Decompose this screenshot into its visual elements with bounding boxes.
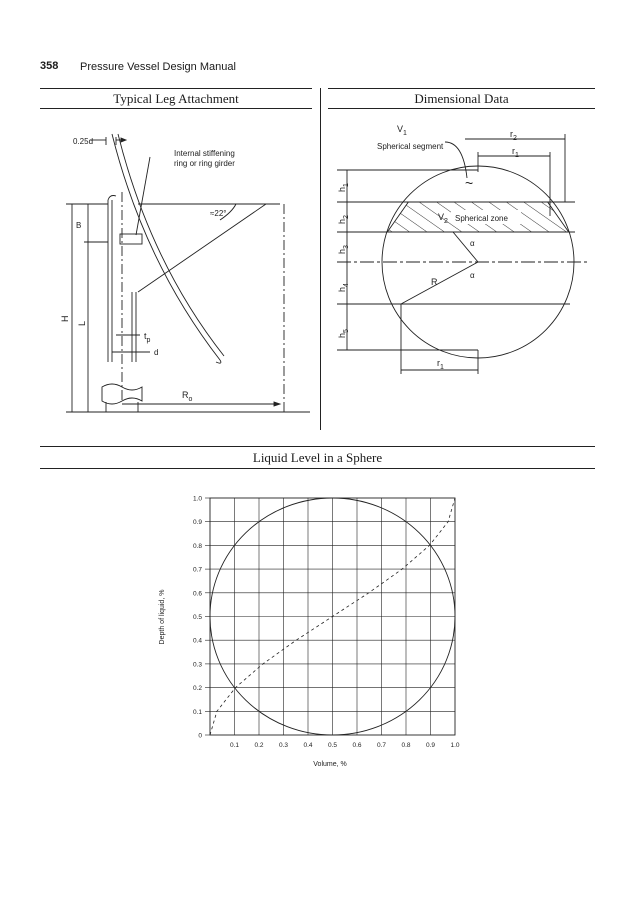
x-tick-label: 0.2	[254, 742, 264, 749]
dim-B-label: B	[76, 221, 82, 230]
stiffener-label-line2: ring or ring girder	[174, 159, 235, 168]
dim-section-title: Dimensional Data	[414, 91, 509, 106]
x-tick-label: 0.7	[376, 742, 387, 749]
dim-tp-main: t	[144, 331, 147, 341]
leg-section-title: Typical Leg Attachment	[113, 91, 239, 106]
v1-label	[397, 124, 407, 137]
x-axis-label: Volume, %	[313, 761, 347, 768]
x-tick-label: 0.9	[425, 742, 436, 749]
h3-sub: 3	[343, 245, 350, 249]
y-axis-label: Depth of liquid, %	[159, 589, 166, 645]
r1-top-sub: 1	[515, 152, 519, 159]
y-tick-label: 0.1	[192, 708, 202, 716]
h2-main: h	[337, 218, 347, 224]
liquid-section-title: Liquid Level in a Sphere	[252, 450, 383, 465]
h4-sub: 4	[343, 283, 350, 287]
x-tick-label: 0.8	[401, 742, 411, 749]
dim-Ro-label	[182, 390, 193, 403]
h5-sub: 5	[343, 329, 350, 333]
dim-L-label: L	[77, 320, 87, 326]
book-title: Pressure Vessel Design Manual	[80, 61, 236, 73]
r2-sub: 2	[513, 135, 517, 142]
y-tick-label: 0.4	[192, 637, 202, 645]
r1-top-main: r	[512, 146, 515, 156]
liquid-title-bottom-rule	[40, 468, 595, 469]
y-tick-label: 0.2	[192, 685, 202, 693]
dim-d-label: d	[154, 348, 159, 357]
alpha-upper-label: α	[470, 239, 475, 248]
dimensional-data-drawing	[325, 112, 600, 387]
h2-label	[337, 215, 350, 224]
dim-H-label: H	[60, 315, 70, 322]
x-tick-label: 0.3	[278, 742, 289, 749]
leg-title-bottom-rule	[40, 108, 312, 109]
y-tick-label: 0.6	[192, 590, 202, 598]
leg-title-top-rule	[40, 88, 312, 89]
angle-label: ≈22°	[210, 209, 227, 218]
y-tick-label: 1.0	[192, 495, 202, 503]
stiffener-label-line1: Internal stiffening	[174, 149, 235, 158]
x-tick-label: 0.6	[352, 742, 362, 749]
dim-tp-label	[144, 331, 151, 344]
chart-grid	[205, 498, 455, 735]
liquid-level-chart	[150, 482, 480, 782]
offset-label: 0.25d	[73, 137, 94, 146]
x-tick-label: 1.0	[450, 742, 460, 749]
r2-label	[510, 129, 517, 142]
page-number: 358	[40, 60, 59, 72]
dim-tp-sub: p	[146, 337, 151, 344]
h3-main: h	[337, 248, 347, 254]
y-tick-label: 0.9	[192, 519, 202, 527]
v1-sub: 1	[403, 130, 407, 137]
h5-main: h	[337, 332, 347, 338]
y-tick-label: 0.8	[192, 542, 202, 550]
h5-label	[337, 329, 350, 338]
y-tick-label: 0	[198, 732, 202, 740]
leg-attachment-drawing	[40, 112, 315, 430]
r1-top-label	[512, 146, 519, 159]
v2-main: V	[438, 212, 445, 222]
radius-R-label: R	[431, 277, 438, 287]
y-tick-label: 0.5	[192, 614, 202, 621]
r2-main: r	[510, 129, 513, 139]
section-divider	[320, 88, 321, 430]
h3-label	[337, 245, 350, 254]
dim-Ro-sub: o	[188, 396, 193, 403]
r1-bottom-sub: 1	[440, 364, 444, 371]
v2-sub: 2	[444, 218, 448, 225]
tilde-mark: ~	[465, 175, 474, 191]
r1-bottom-label	[437, 358, 444, 371]
x-tick-label: 0.5	[327, 742, 338, 749]
v1-main: V	[397, 124, 404, 134]
h4-main: h	[337, 286, 347, 292]
dim-Ro-main: R	[182, 390, 189, 400]
h1-sub: 1	[343, 183, 350, 187]
h1-label	[337, 183, 350, 192]
liquid-title-top-rule	[40, 446, 595, 447]
x-tick-label: 0.4	[303, 742, 313, 749]
dim-title-top-rule	[328, 88, 595, 89]
alpha-lower-label: α	[470, 271, 475, 280]
h4-label	[337, 283, 350, 292]
h2-sub: 2	[343, 215, 350, 219]
y-tick-label: 0.3	[192, 661, 202, 669]
h1-main: h	[337, 186, 347, 192]
y-tick-label: 0.7	[192, 566, 202, 574]
r1-bottom-main: r	[437, 358, 440, 368]
dim-title-bottom-rule	[328, 108, 595, 109]
zone-label: Spherical zone	[455, 214, 508, 223]
segment-label: Spherical segment	[377, 142, 444, 151]
x-tick-label: 0.1	[229, 742, 240, 749]
